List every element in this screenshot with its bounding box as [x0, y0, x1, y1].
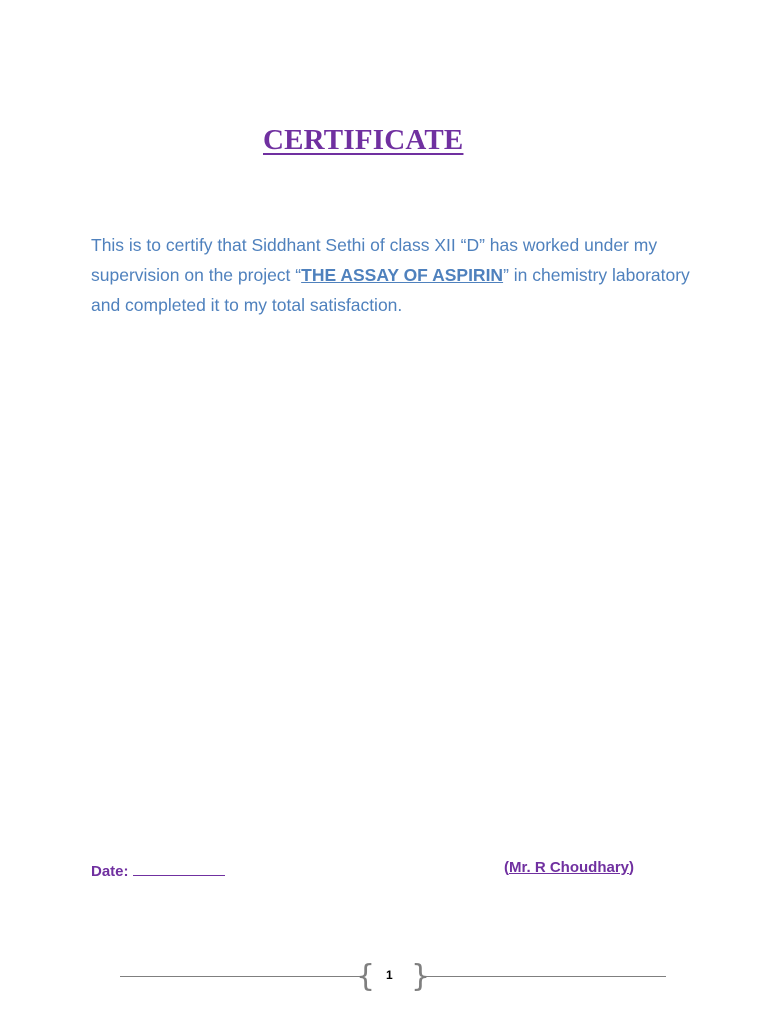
signatory-name: Mr. R Choudhary [509, 859, 630, 876]
date-label: Date: [91, 863, 129, 880]
left-brace-icon: { [356, 959, 376, 994]
page-number: 1 [386, 968, 393, 982]
signatory-close-paren: ) [629, 859, 635, 876]
certificate-title: CERTIFICATE [263, 124, 464, 156]
project-name: THE ASSAY OF ASPIRIN [301, 265, 504, 285]
body-text-part1: This is to certify that Siddhant Sethi of class XII “D” has worked under my supervision on the project “ [91, 235, 658, 285]
footer-rule-right [422, 976, 666, 977]
body-text-part2: ” in chemistry laboratory and completed it to my total satisfaction. [91, 265, 690, 315]
footer-rule-left [120, 976, 362, 977]
right-brace-icon: } [411, 959, 431, 994]
signatory [504, 859, 634, 876]
date-field [91, 859, 225, 880]
certificate-body [91, 230, 711, 320]
date-blank-line [133, 859, 225, 876]
signatory-open-paren: ( [504, 859, 509, 876]
